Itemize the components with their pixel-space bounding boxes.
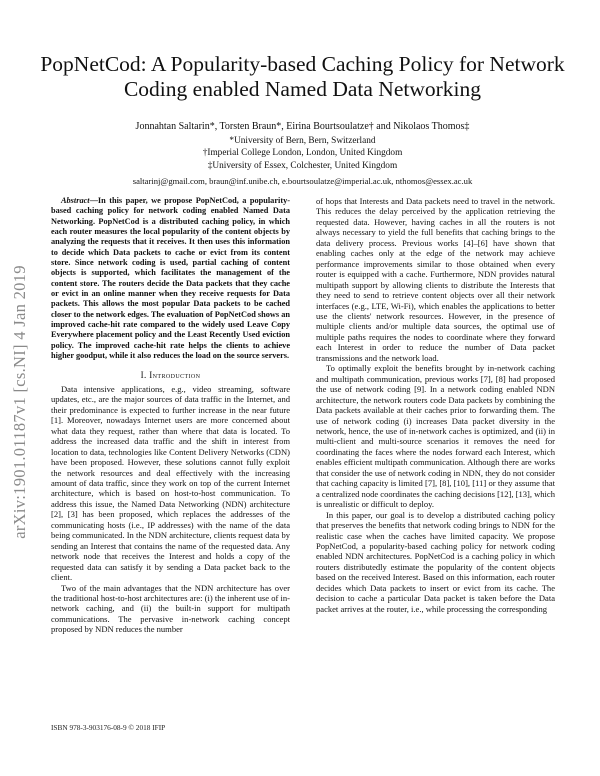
- arxiv-id: arXiv:1901.01187v1 [cs.NI] 4 Jan 2019: [10, 265, 29, 539]
- isbn-footer: ISBN 978-3-903176-08-9 © 2018 IFIP: [51, 723, 166, 732]
- section-heading: I. Introduction: [140, 369, 201, 380]
- author-names: Jonnahtan Saltarin*, Torsten Braun*, Eirina Bourtsoulatze† and Nikolaos Thomos‡: [135, 121, 470, 132]
- affiliation-imperial: †Imperial College London, London, United Kingdom: [202, 148, 403, 158]
- intro-paragraph-3: of hops that Interests and Data packets need to travel in the network. This reduces the delay perceived by the application retrieving the requested data. However, having caches in all the routers is not always necessary to yield the full benefits that caching brings to the data delivery process. Previous works [4]–[6] have shown that enabling caches only at the edge of the network may achieve performance improvements similar to those obtained when every router is equipped with a cache. Furthermore, NDN provides natural multipath support by allowing clients to distribute the Interests that they need to send to retrieve content objects over all their network interfaces (e.g., LTE, Wi-Fi), which enables the applications to better use the clients' network resources. However, in the presence of multiple clients and/or multiple data sources, the optimal use of multiple paths requires the nodes to coordinate where they forward each Interest in order to reduce the number of Data packet transmissions and the network load.: [316, 196, 555, 363]
- abstract-lead: Abstract: [61, 196, 90, 205]
- abstract-text: —In this paper, we propose PopNetCod, a popularity-based caching policy for network coding enabled Named Data Networking. PopNetCod is a distributed caching policy, in which each router measures the local popularity of the content objects by analyzing the requests that it receives. It then uses this information to decide which Data packets to cache or evict from its content store. Since network coding is used, partial caching of content objects is supported, which facilitates the management of the content store. The routers decide the Data packets that they cache or evict in an online manner when they receive requests for Data packets. This allows the most popular Data packets to be cached closer to the network edges. The evaluation of PopNetCod shows an improved cache-hit rate compared to the widely used Leave Copy Everywhere placement policy and the Least Recently Used eviction policy. The improved cache-hit rate helps the clients to achieve higher goodput, while it also reduces the load on the source servers.: [51, 196, 290, 361]
- intro-paragraph-1: Data intensive applications, e.g., video streaming, software updates, etc., are the major sources of data traffic in the Internet, and their predominance is expected to further increase in the near future [1]. Moreover, nowadays Internet users are more concerned about what data they request, rather than where that data is located. To address the increased data traffic and the shift in interest from location to data, technologies like Content Delivery Networks (CDN) have been proposed. However, these solutions cannot fully exploit the network resources and deal effectively with the increasing amount of data traffic, since they work on top of the current Internet architecture, which is based on host-to-host communication. To address this issue, the Named Data Networking (NDN) architecture [2], [3] has been proposed, which replaces the addresses of the communicating hosts (i.e., IP addresses) with the name of the data being communicated. In the NDN architecture, clients request data by sending an Interest that contains the name of the requested data. Any network node that receives the Interest and holds a copy of the requested data can satisfy it by sending a Data packet back to the client.: [51, 383, 290, 583]
- left-column: [51, 196, 290, 635]
- author-emails: saltarinj@gmail.com, braun@inf.unibe.ch, e.bourtsoulatze@imperial.ac.uk, nthomos@essex.ac.uk: [132, 176, 473, 186]
- intro-paragraph-5: In this paper, our goal is to develop a distributed caching policy that preserves the benefits that network coding brings to NDN for the realistic case when the caches have limited capacity. We propose PopNetCod, a popularity-based caching policy for network coding enabled NDN architectures. PopNetCod is a caching policy in which routers distributedly estimate the popularity of the content objects based on the received Interest. Based on this information, each router decides which Data packets to insert or evict from its cache. The decision to cache a particular Data packet is taken before the Data packet arrives at the router, i.e., while processing the corresponding: [316, 509, 555, 614]
- paper-title: PopNetCod: A Popularity-based Caching Policy for Network Coding enabled Named Data Networking: [40, 52, 565, 101]
- arxiv-stamp: [10, 222, 30, 582]
- right-column: [316, 196, 555, 614]
- affiliation-essex: ‡University of Essex, Colchester, United Kingdom: [207, 160, 398, 171]
- affiliation-bern: *University of Bern, Bern, Switzerland: [229, 135, 376, 146]
- intro-paragraph-4: To optimally exploit the benefits brought by in-network caching and multipath communication, previous works [7], [8] had proposed the use of network coding [9]. In a network coding enabled NDN architecture, the network routers code Data packets by combining the Data packets available at their caches prior to forwarding them. The use of network coding (i) increases Data packet diversity in the network, hence, the use of in-network caches is optimized, and (ii) in multi-client and multi-source scenarios it removes the need for coordinating the faces where the nodes forward each Interest, which enables efficient multipath communication. Although there are works that consider the use of network coding in NDN, they do not consider that caching capacity is limited [7], [8], [10], [11] or they assume that a centralized node coordinates the caching decisions [12], [13], which is unrealistic or difficult to deploy.: [316, 363, 555, 510]
- intro-paragraph-2: Two of the main advantages that the NDN architecture has over the traditional host-to-host architectures are: (i) the inherent use of in-network caching, and (ii) the built-in support for multipath communications. The pervasive in-network caching concept proposed by NDN reduces the number: [51, 582, 290, 635]
- author-block: [40, 121, 565, 188]
- abstract: [51, 196, 290, 362]
